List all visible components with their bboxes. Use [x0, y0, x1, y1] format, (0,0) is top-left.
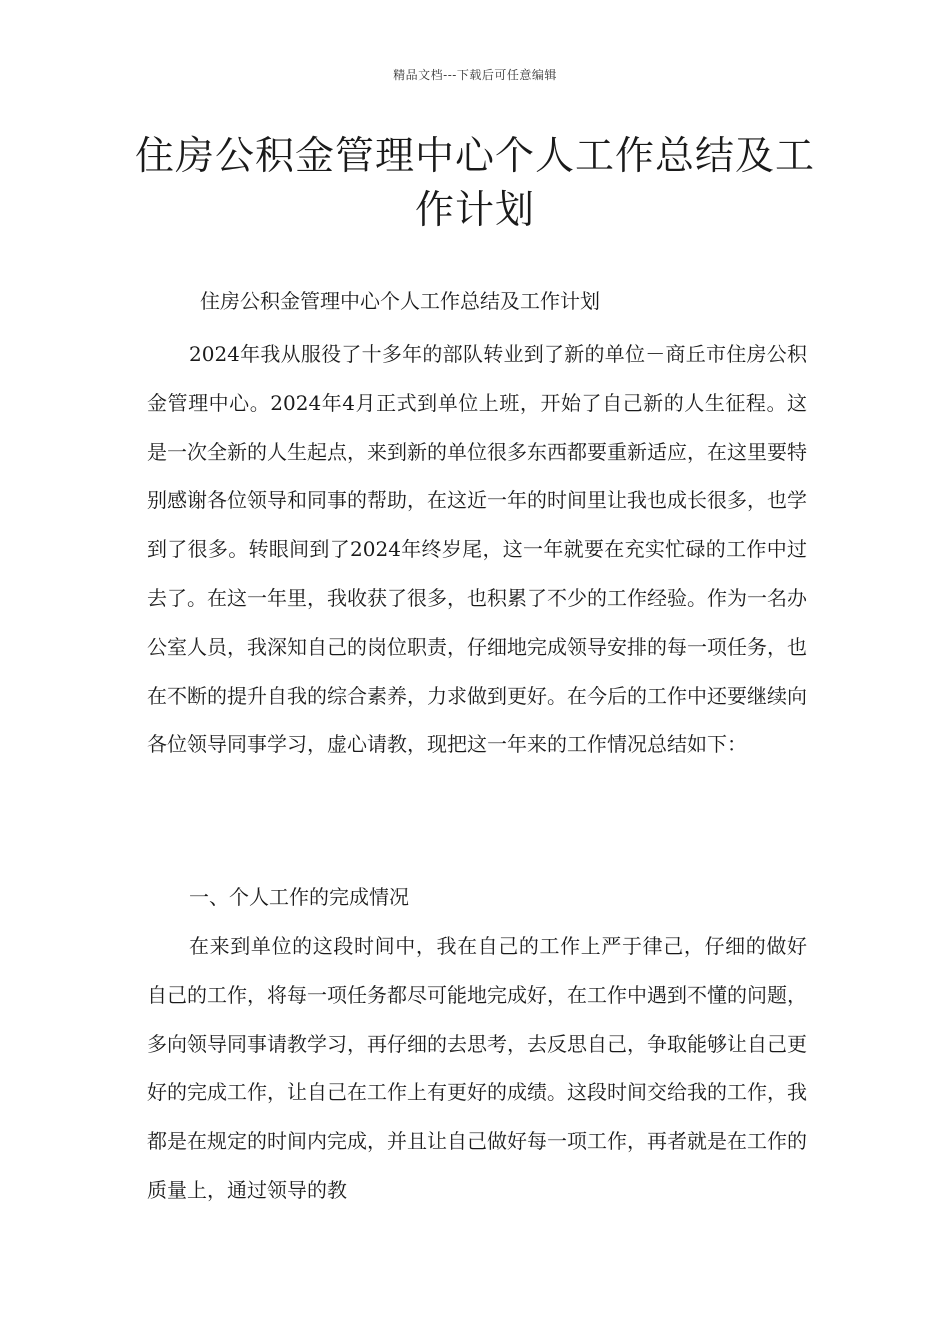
body-paragraph: 在来到单位的这段时间中，我在自己的工作上严于律己，仔细的做好自己的工作，将每一项任务都尽可能地完成好，在工作中遇到不懂的问题，多向领导同事请教学习，再仔细的去思考，去反思自己，争取能够让自己更好的完成工作，让自己在工作上有更好的成绩。这段时间交给我的工作，我都是在规定的时间内完成，并且让自己做好每一项工作，再者就是在工作的质量上，通过领导的教	[147, 934, 807, 1202]
document-subtitle: 住房公积金管理中心个人工作总结及工作计划	[200, 289, 600, 313]
document-title: 住房公积金管理中心个人工作总结及工作计划	[134, 134, 815, 233]
body-paragraph: 2024年我从服役了十多年的部队转业到了新的单位－商丘市住房公积金管理中心。2024年4月正式到单位上班，开始了自己新的人生征程。这是一次全新的人生起点，来到新的单位很多东西都要重新适应，在这里要特别感谢各位领导和同事的帮助，在这近一年的时间里让我也成长很多，也学到了很多。转眼间到了2024年终岁尾，这一年就要在充实忙碌的工作中过去了。在这一年里，我收获了很多，也积累了不少的工作经验。作为一名办公室人员，我深知自己的岗位职责，仔细地完成领导安排的每一项任务，也在不断的提升自我的综合素养，力求做到更好。在今后的工作中还要继续向各位领导同事学习，虚心请教，现把这一年来的工作情况总结如下：	[147, 342, 807, 757]
section-heading: 一、个人工作的完成情况	[189, 885, 409, 909]
page-header-note: 精品文档---下载后可任意编辑	[393, 68, 557, 82]
